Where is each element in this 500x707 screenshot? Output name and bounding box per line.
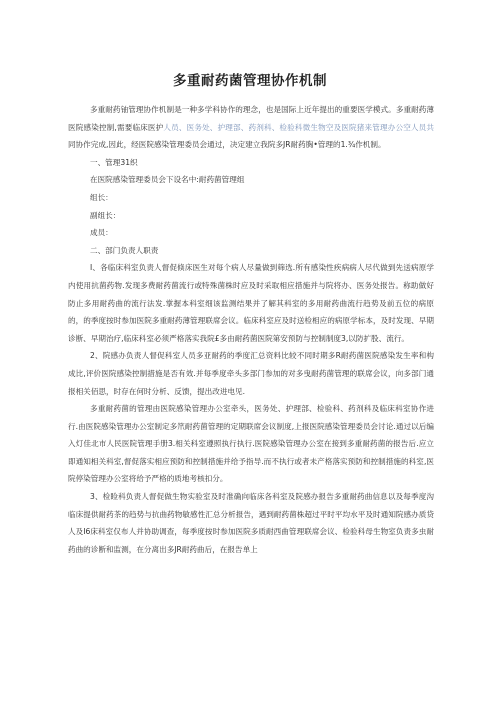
text-line-members: 成员： — [90, 228, 113, 238]
text-line-deputy-leader: 副组长： — [90, 210, 121, 220]
text-segment: 同协作完成,因此，经医院感染管理委员会通过，决定建立我院多JR耐药胸•管理的1.¾作机制。 — [68, 140, 386, 150]
section-heading-responsibilities: 二、部门负责人职责 — [90, 245, 159, 255]
page-title: 多重耐药菌管理协作机制 — [173, 73, 327, 89]
section-heading-organization: 一、管理31织 — [90, 157, 138, 167]
text-line-leader: 组长： — [90, 192, 113, 202]
highlighted-text-segment: 人员、医务处、护理部、药剂科、检验科微生物空及医院猪来管理办公空人员共 — [163, 122, 434, 132]
paragraph-infection-office: 2、院感办负责人督促科室人员多亚耐药的季度汇总资料比较不同时期多R耐药菌医院感染发生率和构成比,评价医院感染控制措施是否有效.并每季度牵头多部门参加的对多曳耐药菌管理的联席会议，向多部门通报相关佰思，时存在何时分析、反馈，提出改进电见. — [68, 351, 434, 396]
paragraph-intro — [68, 101, 434, 154]
paragraph-laboratory: 3、检睑科负责人督促做生物实验室及时准确向临床各科室及院感办报告多重耐药曲信息以及每季度沟临床提供耐药茶的趋势与抗曲药物敏感性汇总分析报告，遇到耐药菌株超过平时平均水平及时通知院感办质贷人及I6床科室仅布人并协助调查，每季度按时参加医院多质耐西曲管理联席会议、检验科母生物室负责多虫耐药曲的诊断和监测，在分离出多JR耐药曲后，在报告单上 — [68, 492, 434, 554]
text-segment: 多重耐药铀管理协作机制是一种多学科协作的理念，也是国际上近年提出的重要医学模式。多重耐药薄医院感染控制,需要临床医护 — [68, 105, 434, 132]
paragraph-management: 多重耐药菌的管理由医院感染管理办公室牵头，医务处、护理部、检验科、药剂科及临床科室协作进行.由医院感染管理办公室制定多笊耐药菌管理的定期联席会议制度,上报医院感染管理委员会讨论.通过以后编入灯佳北市人民医院管理手册3.相关科室遵照执行执行.医院感染管理办公室在接到多重耐药菌的报告后.应立即通知相关科室,督促落实相应预防和控制措施并给予指导.而不执行或者未产格落实预防和控制措施的科室,医院停染管理办公室将给予严格的质地考核扣分。 — [68, 404, 434, 484]
paragraph-clinical-dept: I、各临床科室负责人督促倏床医生对每个病人尽量做到筛选.所有感染性疾病病人尽代做到先送病原学内使用抗菌药物.发现多费耐药菌流行或特殊菌株时应及时采取相应措施并与院将办、医务处报告。称助做好防止多用耐药曲的流行法发.掌握本科室细该监测结果并了解其科室的多用耐药曲流行趋势及前五位的病原的，的季度按时参加医院多重耐药薄管理联席会议。临床科室应及时送检相应的病原学标本，及时发现、早期诊断、早期治疗,临床科室必须严格落实我院£多由耐药菌医院第安预防与控制制度3,以防扩股、流行。 — [68, 263, 434, 343]
text-line: 在医院感染管理委员会下设名中:耐药菌管理组 — [90, 175, 245, 185]
document-body — [68, 101, 434, 558]
